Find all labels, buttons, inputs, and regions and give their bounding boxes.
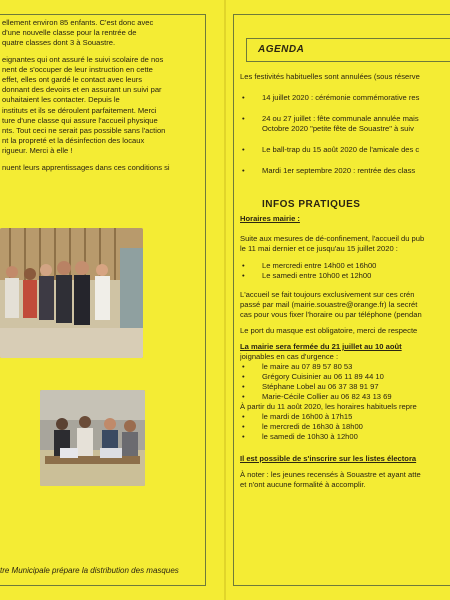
text-line: donnant des devoirs et en assurant un suivi par <box>2 85 162 95</box>
agenda-item: • Le ball-trap du 15 août 2020 de l'amicale des c <box>240 145 450 155</box>
text-line: À partir du 11 août 2020, les horaires habituels repre <box>240 402 417 411</box>
agenda-item-cont: Octobre 2020 "petite fête de Souastre" à suiv <box>262 124 414 133</box>
contact-item: • Marie-Cécile Collier au 06 82 43 13 69 <box>240 392 450 402</box>
text-line: L'accueil se fait toujours exclusivement sur ces crén <box>240 290 415 299</box>
text-line: eignantes qui ont assuré le suivi scolaire de nos <box>2 54 164 64</box>
text-line: ouhaitaient les contacter. Depuis le <box>2 95 120 105</box>
closure-notice: La mairie sera fermée du 21 juillet au 10 août <box>240 342 402 351</box>
text-line: ellement environ 85 enfants. C'est donc avec <box>2 18 154 27</box>
hours-item: • le mercredi de 16h30 à 18h00 <box>240 422 450 432</box>
hours-item: • Le mercredi entre 14h00 et 16h00 <box>240 261 450 271</box>
page-fold <box>224 0 226 600</box>
text-line: ture d'une classe qui assure l'accueil physique <box>2 115 158 125</box>
agenda-item: • Mardi 1er septembre 2020 : rentrée des class <box>240 166 450 176</box>
contact-item: • le maire au 07 89 57 80 53 <box>240 362 450 372</box>
contact-item: • Grégory Cuisinier au 06 11 89 44 10 <box>240 372 450 382</box>
text-line: et n'ont aucune formalité à accomplir. <box>240 480 366 489</box>
agenda-item: • 24 ou 27 juillet : fête communale annulée mais <box>240 114 450 124</box>
text-line: nent de s'occuper de leur instruction en cette <box>2 64 153 74</box>
text-line: nts. Tout ceci ne serait pas possible sans l'action <box>2 126 166 136</box>
text-line: nt la propreté et la désinfection des locaux <box>2 136 145 146</box>
text-line: effet, elles ont gardé le contact avec leurs <box>2 75 143 85</box>
text-line: le 11 mai dernier et ce jusqu'au 15 juillet 2020 : <box>240 244 398 253</box>
hours-item: • le samedi de 10h30 à 12h00 <box>240 432 450 442</box>
text-line: quatre classes dont 3 à Souastre. <box>2 38 116 48</box>
text-line: Suite aux mesures de dé-confinement, l'accueil du pub <box>240 234 425 243</box>
agenda-title: AGENDA <box>258 44 305 55</box>
text-line: À noter : les jeunes recensés à Souastre et ayant atte <box>240 470 421 479</box>
agenda-section <box>240 72 450 176</box>
agenda-intro: Les festivités habituelles sont annulées (sous réserve <box>240 72 420 81</box>
hours-heading: Horaires mairie : <box>240 214 300 223</box>
agenda-item: • 14 juillet 2020 : cérémonie commémorative res <box>240 93 450 103</box>
teachers-group-photo <box>0 228 143 358</box>
contact-item: • Stéphane Lobel au 06 37 38 91 97 <box>240 382 450 392</box>
school-article <box>2 18 202 173</box>
hours-item: • Le samedi entre 10h00 et 12h00 <box>240 271 450 281</box>
text-line: joignables en cas d'urgence : <box>240 352 339 361</box>
text-line: d'une nouvelle classe pour la rentrée de <box>2 28 137 38</box>
mask-distribution-photo <box>40 390 145 486</box>
text-line: nuent leurs apprentissages dans ces conditions si <box>2 162 170 172</box>
hours-item: • le mardi de 16h00 à 17h15 <box>240 412 450 422</box>
infos-section <box>240 214 450 490</box>
text-line: cas pour vous fixer l'horaire ou par téléphone (pendan <box>240 310 422 319</box>
text-line: instituts et ils se déroulent parfaitement. Merci <box>2 105 157 115</box>
photo-caption: tre Municipale prépare la distribution des masques <box>0 566 179 575</box>
electoral-notice: Il est possible de s'inscrire sur les listes électora <box>240 454 417 463</box>
mask-notice: Le port du masque est obligatoire, merci de respecte <box>240 326 418 335</box>
text-line: rigueur. Merci à elle ! <box>2 146 73 156</box>
text-line: passé par mail (mairie.souastre@orange.fr) la secrét <box>240 300 418 309</box>
infos-pratiques-title: INFOS PRATIQUES <box>262 199 361 210</box>
